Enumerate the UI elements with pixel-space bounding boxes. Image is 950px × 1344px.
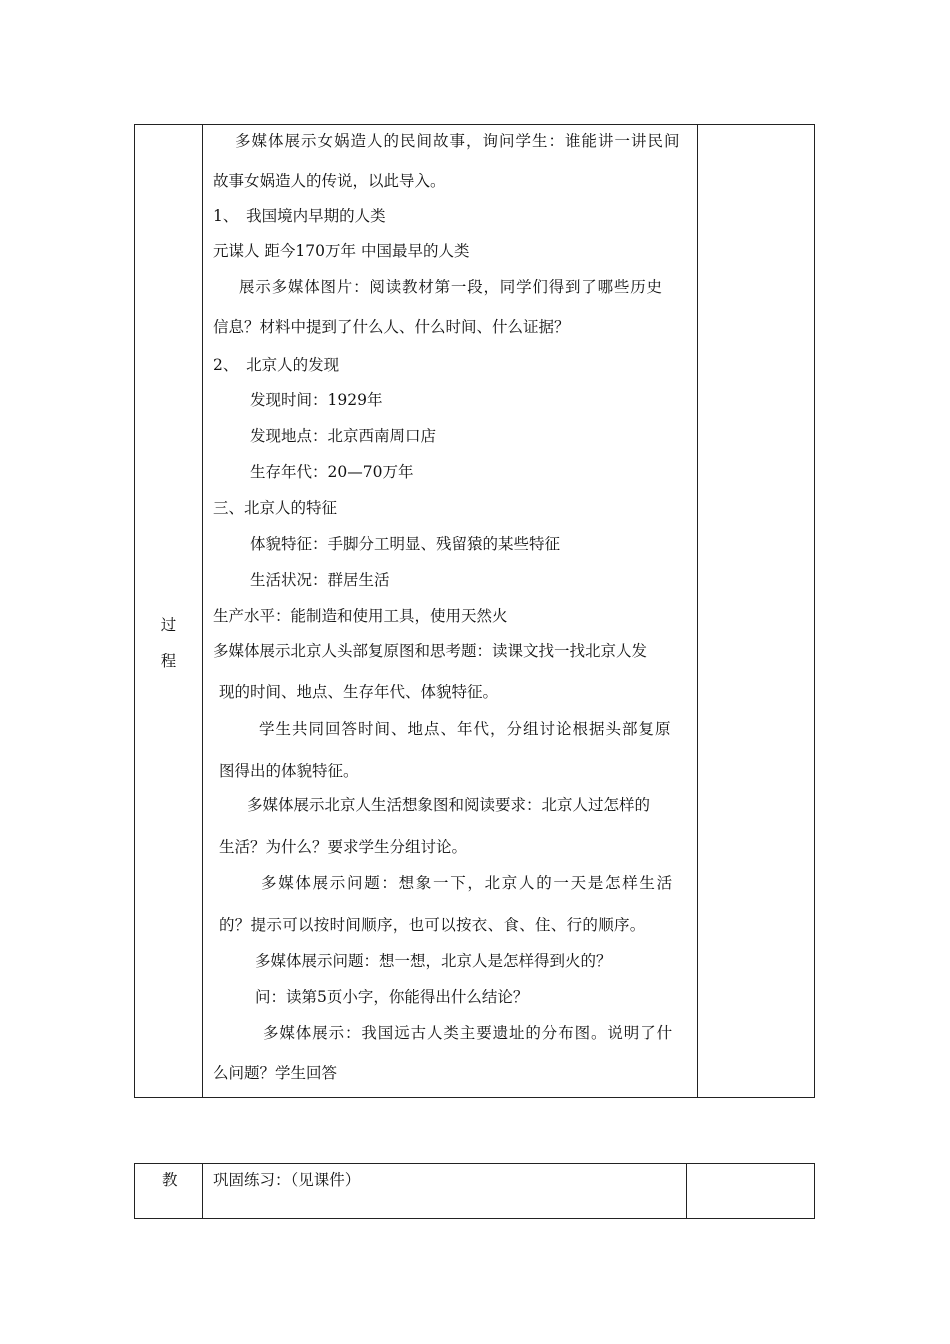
column-divider [202,1164,203,1218]
row-label-teaching: 教 [162,1171,178,1189]
text-line: 生活？为什么？要求学生分组讨论。 [219,838,468,856]
text-line: 问：读第5页小字，你能得出什么结论？ [255,988,529,1006]
text-line: 发现地点：北京西南周口店 [250,427,437,445]
text-line: 多媒体展示北京人头部复原图和思考题：读课文找一找北京人发 [213,642,648,660]
text-line: 多媒体展示：我国远古人类主要遗址的分布图。说明了什 [263,1024,674,1042]
lesson-table-teaching [134,1163,815,1219]
text-line: 故事女娲造人的传说，以此导入。 [213,172,446,190]
text-line: 发现时间：1929年 [250,391,383,409]
text-line: 么问题？学生回答 [213,1064,338,1082]
text-line: 生活状况：群居生活 [250,571,390,589]
text-line: 体貌特征：手脚分工明显、残留猿的某些特征 [250,535,561,553]
text-line: 的？提示可以按时间顺序，也可以按衣、食、住、行的顺序。 [219,916,646,934]
text-line: 现的时间、地点、生存年代、体貌特征。 [219,683,499,701]
text-line: 生存年代：20—70万年 [250,463,414,481]
exercise-text: 巩固练习：（见课件） [213,1171,361,1189]
row-label-char: 程 [160,652,177,670]
text-line: 图得出的体貌特征。 [219,762,359,780]
text-line: 多媒体展示女娲造人的民间故事，询问学生：谁能讲一讲民间 [235,132,681,150]
text-line: 展示多媒体图片：阅读教材第一段，同学们得到了哪些历史 [239,278,663,296]
process-content [135,125,816,1099]
text-line: 多媒体展示北京人生活想象图和阅读要求：北京人过怎样的 [247,796,651,814]
text-line: 2、 北京人的发现 [213,356,340,374]
lesson-table-process [134,124,815,1098]
text-line: 1、 我国境内早期的人类 [213,207,386,225]
text-line: 元谋人 距今170万年 中国最早的人类 [213,242,470,260]
text-line: 生产水平：能制造和使用工具，使用天然火 [213,607,508,625]
text-line: 多媒体展示问题：想象一下，北京人的一天是怎样生活 [261,874,674,892]
text-line: 信息？材料中提到了什么人、什么时间、什么证据？ [213,318,570,336]
text-line: 学生共同回答时间、地点、年代，分组讨论根据头部复原 [259,720,672,738]
text-line: 三、北京人的特征 [213,499,338,517]
text-line: 多媒体展示问题：想一想，北京人是怎样得到火的？ [255,952,612,970]
row-label-char: 过 [160,616,177,634]
column-divider [686,1164,687,1218]
